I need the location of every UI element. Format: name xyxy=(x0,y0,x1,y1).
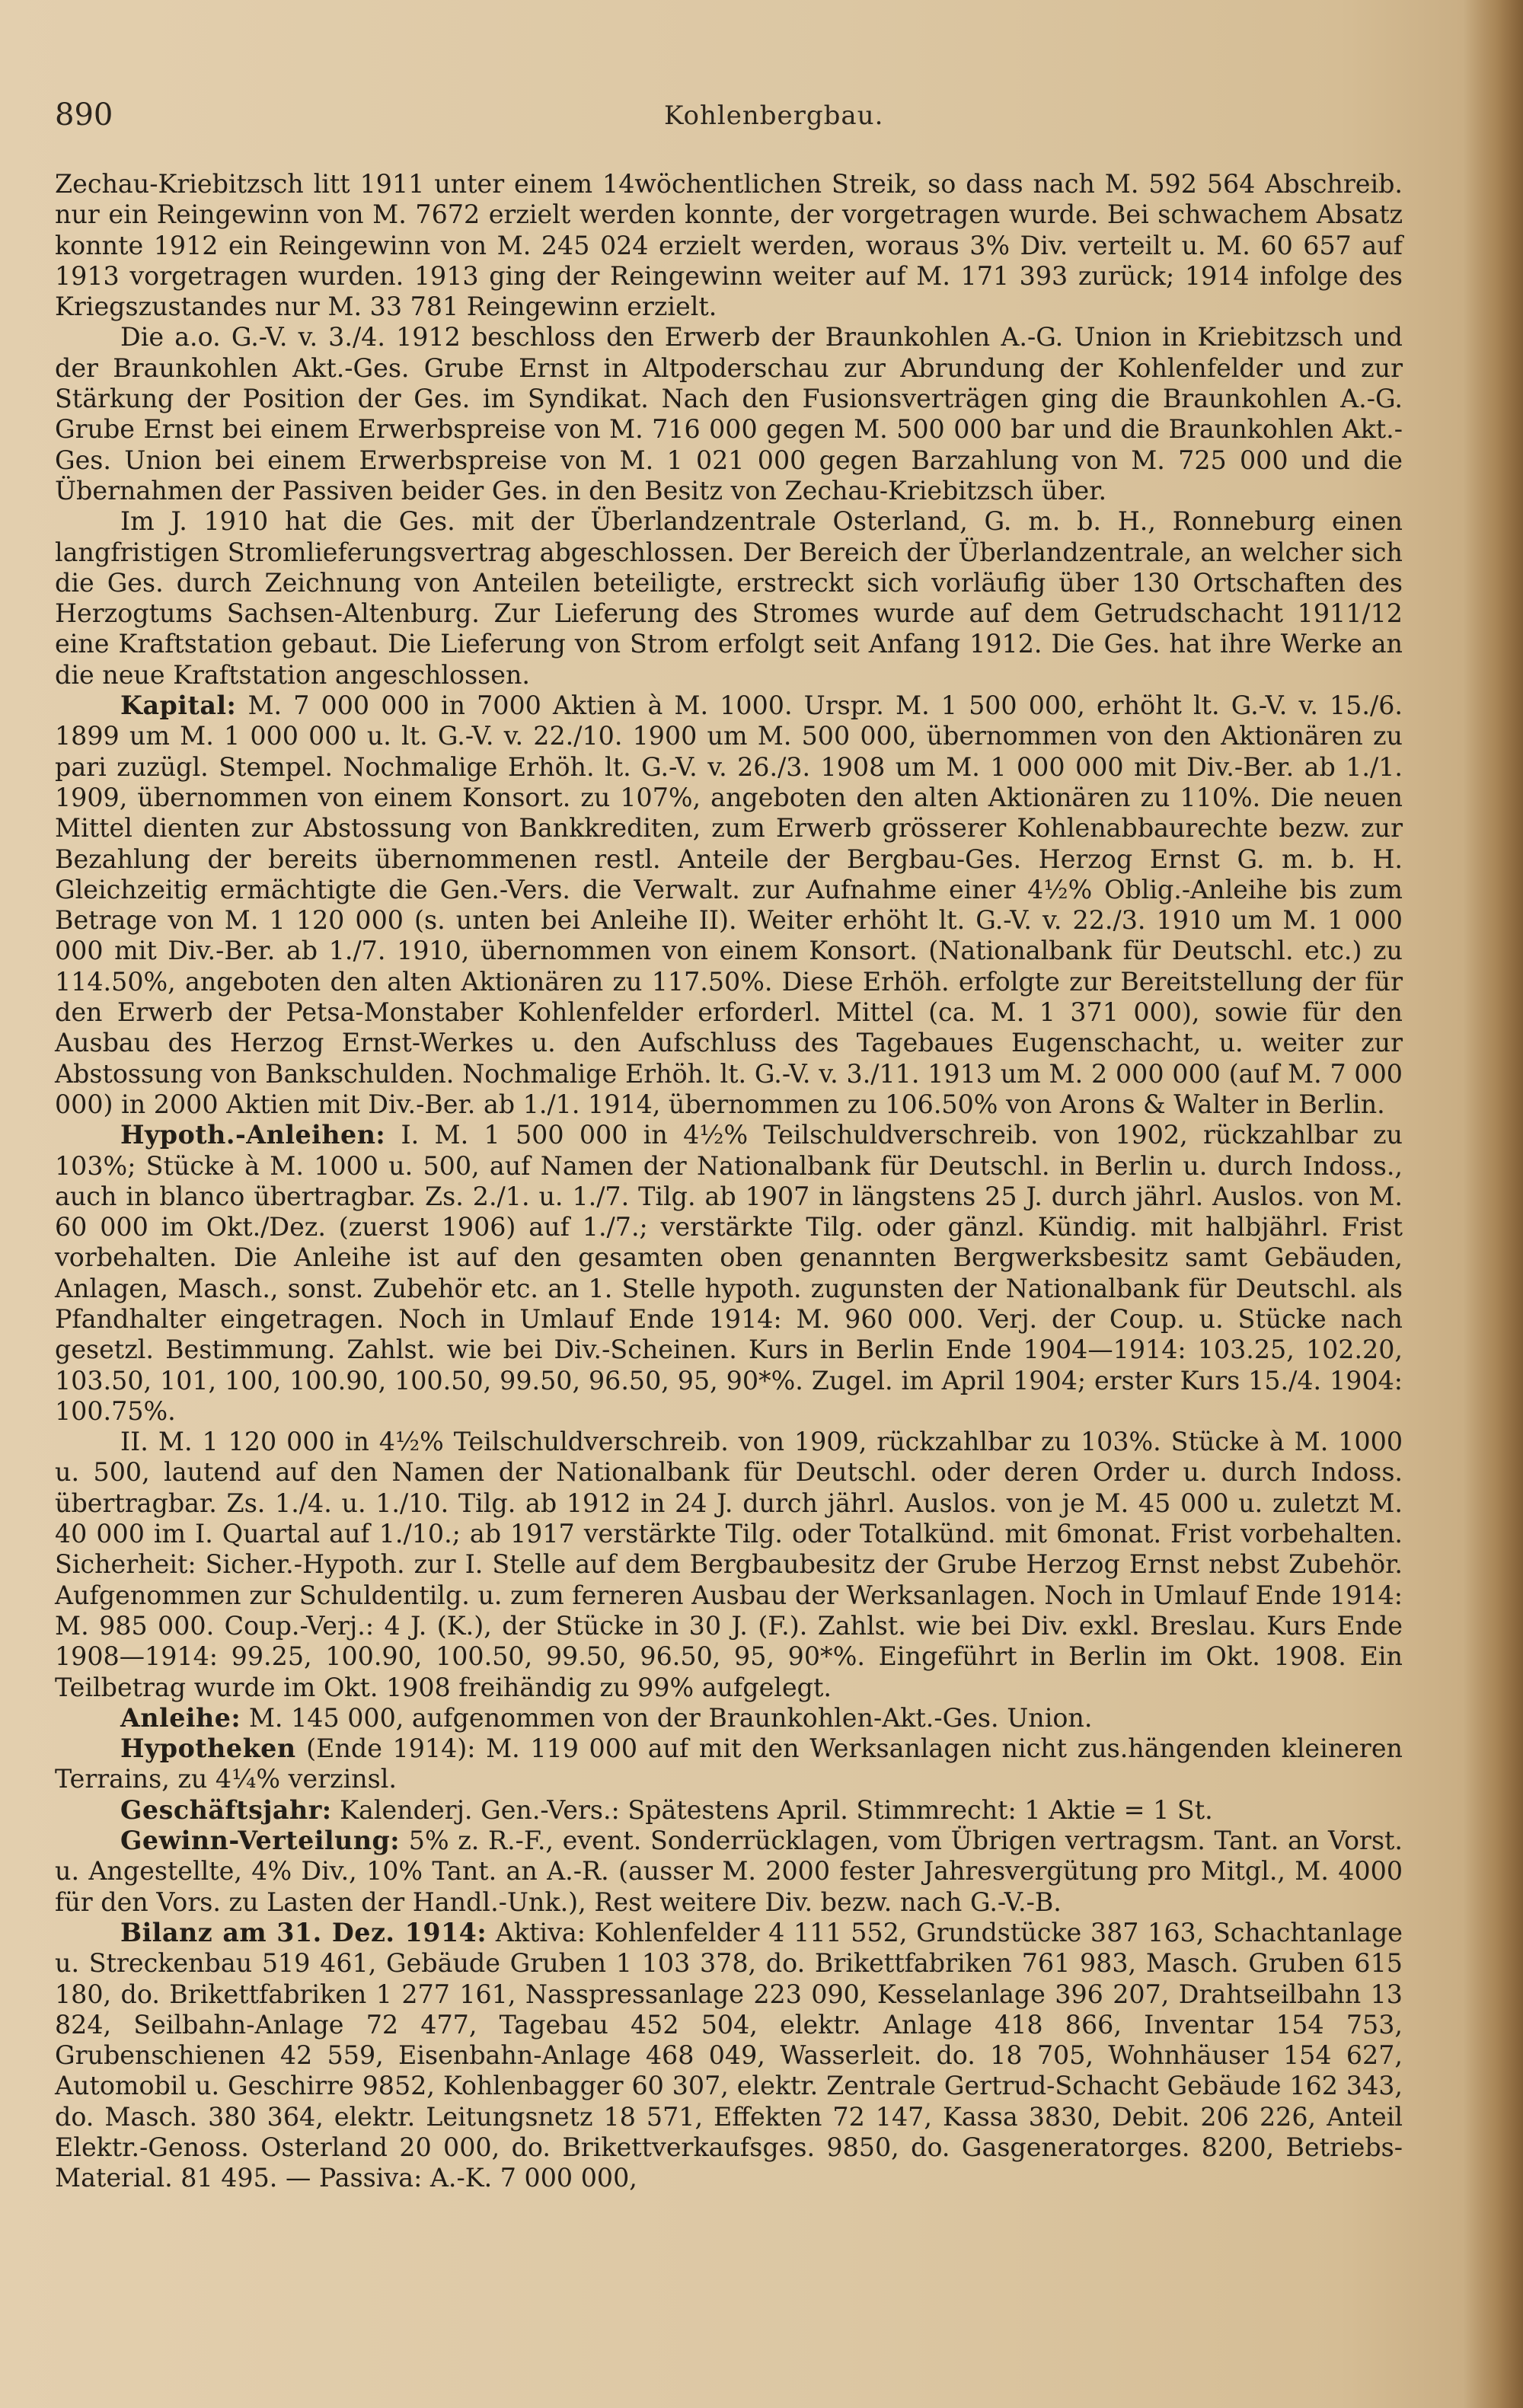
page-header xyxy=(55,97,1403,143)
paragraph-text: M. 7 000 000 in 7000 Aktien à M. 1000. Urspr. M. 1 500 000, erhöht lt. G.-V. v. 15./6. 1899 um M. 1 000 000 u. lt. G.-V. v. 22./10. 1900 um M. 500 000, übernommen von den Aktionären zu pari zuzügl. Stempel. Nochmalige Erhöh. lt. G.-V. v. 26./3. 1908 um M. 1 000 000 mit Div.-Ber. ab 1./1. 1909, übernommen von einem Konsort. zu 107%, angeboten den alten Aktionären zu 110%. Die neuen Mittel dienten zur Abstossung von Bankkrediten, zum Erwerb grösserer Kohlenabbaurechte bezw. zur Bezahlung der bereits übernommenen restl. Anteile der Bergbau-Ges. Herzog Ernst G. m. b. H. Gleichzeitig ermächtigte die Gen.-Vers. die Verwalt. zur Aufnahme einer 4½% Oblig.-Anleihe bis zum Betrage von M. 1 120 000 (s. unten bei Anleihe II). Weiter erhöht lt. G.-V. v. 22./3. 1910 um M. 1 000 000 mit Div.-Ber. ab 1./7. 1910, übernommen von einem Konsort. (Nationalbank für Deutschl. etc.) zu 114.50%, angeboten den alten Aktionären zu 117.50%. Diese Erhöh. erfolgte zur Bereitstellung der für den Erwerb der Petsa-Monstaber Kohlenfelder erforderl. Mittel (ca. M. 1 371 000), sowie für den Ausbau des Herzog Ernst-Werkes u. den Aufschluss des Tagebaues Eugenschacht, u. weiter zur Abstossung von Bankschulden. Nochmalige Erhöh. lt. G.-V. v. 3./11. 1913 um M. 2 000 000 (auf M. 7 000 000) in 2000 Aktien mit Div.-Ber. ab 1./1. 1914, übernommen zu 106.50% von Arons & Walter in Berlin. xyxy=(55,691,1403,1119)
paragraph-text: Kalenderj. Gen.-Vers.: Spätestens April. Stimmrecht: 1 Aktie = 1 St. xyxy=(340,1794,1213,1825)
paragraph xyxy=(55,169,1403,322)
paragraph-text: 5% z. R.-F., event. Sonderrücklagen, vom Übrigen vertragsm. Tant. an Vorst. u. Angestellte, 4% Div., 10% Tant. an A.-R. (ausser M. 2000 fester Jahresvergütung pro Mitgl., M. 4000 für den Vors. zu Lasten der Handl.-Unk.), Rest weitere Div. bezw. nach G.-V.-B. xyxy=(55,1826,1403,1917)
paragraph-kapital xyxy=(55,691,1403,1120)
paragraph xyxy=(55,506,1403,691)
section-label: Bilanz am 31. Dez. 1914: xyxy=(120,1917,487,1947)
paragraph-geschaeftsjahr xyxy=(55,1795,1403,1826)
section-label: Kapital: xyxy=(120,691,237,721)
page-number: 890 xyxy=(55,97,113,132)
paragraph-text: Im J. 1910 hat die Ges. mit der Überlandzentrale Osterland, G. m. b. H., Ronneburg einen langfristigen Stromlieferungsvertrag abgeschlossen. Der Bereich der Überlandzentrale, an welcher sich die Ges. durch Zeichnung von Anteilen beteiligte, erstreckt sich vorläufig über 130 Ortschaften des Herzogtums Sachsen-Altenburg. Zur Lieferung des Stromes wurde auf dem Getrudschacht 1911/12 eine Kraftstation gebaut. Die Lieferung von Strom erfolgt seit Anfang 1912. Die Ges. hat ihre Werke an die neue Kraftstation angeschlossen. xyxy=(55,506,1403,690)
section-label: Geschäftsjahr: xyxy=(120,1794,332,1825)
page-edge-shadow xyxy=(1464,0,1523,2408)
paragraph-hypotheken xyxy=(55,1733,1403,1795)
paragraph-text: Die a.o. G.-V. v. 3./4. 1912 beschloss den Erwerb der Braunkohlen A.-G. Union in Kriebitzsch und der Braunkohlen Akt.-Ges. Grube Ernst in Altpoderschau zur Abrundung der Kohlenfelder und zur Stärkung der Position der Ges. im Syndikat. Nach den Fusionsverträgen ging die Braunkohlen A.-G. Grube Ernst bei einem Erwerbspreise von M. 716 000 gegen M. 500 000 bar und die Braunkohlen Akt.-Ges. Union bei einem Erwerbspreise von M. 1 021 000 gegen Barzahlung von M. 725 000 und die Übernahmen der Passiven beider Ges. in den Besitz von Zechau-Kriebitzsch über. xyxy=(55,322,1403,506)
paragraph xyxy=(55,322,1403,506)
paragraph-text: M. 145 000, aufgenommen von der Braunkohlen-Akt.-Ges. Union. xyxy=(248,1702,1093,1733)
paragraph-text: Aktiva: Kohlenfelder 4 111 552, Grundstücke 387 163, Schachtanlage u. Streckenbau 519 461, Gebäude Gruben 1 103 378, do. Brikettfabriken 761 983, Masch. Gruben 615 180, do. Brikettfabriken 1 277 161, Nasspressanlage 223 090, Kesselanlage 396 207, Drahtseilbahn 13 824, Seilbahn-Anlage 72 477, Tagebau 452 504, elektr. Anlage 418 866, Inventar 154 753, Grubenschienen 42 559, Eisenbahn-Anlage 468 049, Wasserleit. do. 18 705, Wohnhäuser 154 627, Automobil u. Geschirre 9852, Kohlenbagger 60 307, elektr. Zentrale Gertrud-Schacht Gebäude 162 343, do. Masch. 380 364, elektr. Leitungsnetz 18 571, Effekten 72 147, Kassa 3830, Debit. 206 226, Anteil Elektr.-Genoss. Osterland 20 000, do. Brikettverkaufsges. 9850, do. Gasgeneratorges. 8200, Betriebs-Material. 81 495. — Passiva: A.-K. 7 000 000, xyxy=(55,1917,1403,2193)
paragraph xyxy=(55,1427,1403,1703)
paragraph-text: II. M. 1 120 000 in 4½% Teilschuldverschreib. von 1909, rückzahlbar zu 103%. Stücke à M. 1000 u. 500, lautend auf den Namen der Nationalbank für Deutschl. oder deren Order u. durch Indoss. übertragbar. Zs. 1./4. u. 1./10. Tilg. ab 1912 in 24 J. durch jährl. Auslos. von je M. 45 000 u. zuletzt M. 40 000 im I. Quartal auf 1./10.; ab 1917 verstärkte Tilg. oder Totalkünd. mit 6monat. Frist vorbehalten. Sicherheit: Sicher.-Hypoth. zur I. Stelle auf dem Bergbaubesitz der Grube Herzog Ernst nebst Zubehör. Aufgenommen zur Schuldentilg. u. zum ferneren Ausbau der Werksanlagen. Noch in Umlauf Ende 1914: M. 985 000. Coup.-Verj.: 4 J. (K.), der Stücke in 30 J. (F.). Zahlst. wie bei Div. exkl. Breslau. Kurs Ende 1908—1914: 99.25, 100.90, 100.50, 99.50, 96.50, 95, 90*%. Eingeführt in Berlin im Okt. 1908. Ein Teilbetrag wurde im Okt. 1908 freihändig zu 99% aufgelegt. xyxy=(55,1427,1403,1702)
paragraph-anleihe xyxy=(55,1703,1403,1733)
running-title: Kohlenbergbau. xyxy=(664,100,884,131)
paragraph-gewinn-verteilung xyxy=(55,1826,1403,1918)
section-label: Gewinn-Verteilung: xyxy=(120,1826,401,1856)
section-label: Hypotheken xyxy=(120,1733,296,1764)
paragraph-hypoth-anleihen xyxy=(55,1120,1403,1427)
paragraph-text: (Ende 1914): M. 119 000 auf mit den Werksanlagen nicht zus.hängenden kleineren Terrains, zu 4¼% verzinsl. xyxy=(55,1733,1403,1794)
article-body xyxy=(55,169,1403,2194)
section-label: Anleihe: xyxy=(120,1702,241,1733)
paragraph-bilanz xyxy=(55,1918,1403,2194)
paragraph-text: Zechau-Kriebitzsch litt 1911 unter einem 14wöchentlichen Streik, so dass nach M. 592 564 Abschreib. nur ein Reingewinn von M. 7672 erzielt werden konnte, der vorgetragen wurde. Bei schwachem Absatz konnte 1912 ein Reingewinn von M. 245 024 erzielt werden, woraus 3% Div. verteilt u. M. 60 657 auf 1913 vorgetragen wurden. 1913 ging der Reingewinn weiter auf M. 171 393 zurück; 1914 infolge des Kriegszustandes nur M. 33 781 Reingewinn erzielt. xyxy=(55,169,1403,322)
paragraph-text: I. M. 1 500 000 in 4½% Teilschuldverschreib. von 1902, rückzahlbar zu 103%; Stücke à M. 1000 u. 500, auf Namen der Nationalbank für Deutschl. in Berlin u. durch Indoss., auch in blanco übertragbar. Zs. 2./1. u. 1./7. Tilg. ab 1907 in längstens 25 J. durch jährl. Auslos. von M. 60 000 im Okt./Dez. (zuerst 1906) auf 1./7.; verstärkte Tilg. oder gänzl. Kündig. mit halbjährl. Frist vorbehalten. Die Anleihe ist auf den gesamten oben genannten Bergwerksbesitz samt Gebäuden, Anlagen, Masch., sonst. Zubehör etc. an 1. Stelle hypoth. zugunsten der Nationalbank für Deutschl. als Pfandhalter eingetragen. Noch in Umlauf Ende 1914: M. 960 000. Verj. der Coup. u. Stücke nach gesetzl. Bestimmung. Zahlst. wie bei Div.-Scheinen. Kurs in Berlin Ende 1904—1914: 103.25, 102.20, 103.50, 101, 100, 100.90, 100.50, 99.50, 96.50, 95, 90*%. Zugel. im April 1904; erster Kurs 15./4. 1904: 100.75%. xyxy=(55,1120,1403,1426)
section-label: Hypoth.-Anleihen: xyxy=(120,1120,386,1150)
